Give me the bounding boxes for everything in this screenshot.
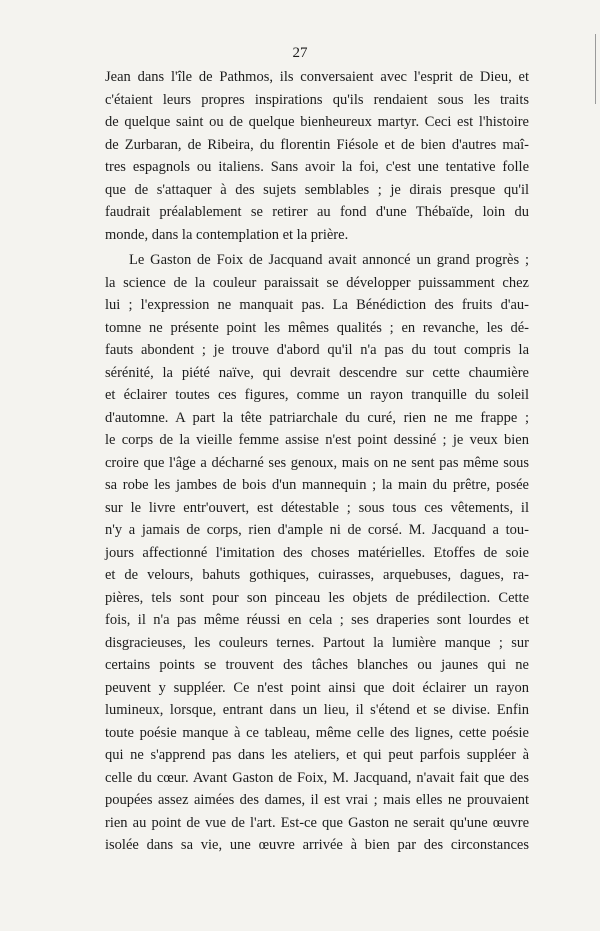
text-line: monde, dans la contemplation et la prière. bbox=[105, 226, 349, 243]
text-line: tres espagnols ou italiens. Sans avoir la foi, c'est une tentative folle bbox=[105, 159, 529, 175]
text-line: croire que l'âge a décharné ses genoux, mais on ne sent pas même sous bbox=[105, 454, 529, 471]
text-line: d'automne. A part la tête patriarchale du curé, rien ne me frappe ; bbox=[105, 409, 529, 426]
text-line: toute poésie manque à ce tableau, même celle des lignes, cette poésie bbox=[105, 724, 529, 741]
text-line: et de velours, bahuts gothiques, cuirasses, arquebuses, dagues, ra- bbox=[105, 567, 529, 583]
text-line: poupées assez aimées des dames, il est vrai ; mais elles ne prouvaient bbox=[105, 792, 529, 808]
text-line: sérénité, la piété naïve, qui devrait descendre sur cette chaumière bbox=[105, 364, 529, 381]
text-line: tomne ne présente point les mêmes qualités ; en revanche, les dé- bbox=[105, 319, 529, 336]
text-line: pières, tels sont pour son pinceau les objets de prédilection. Cette bbox=[105, 589, 529, 606]
page-number: 27 bbox=[292, 45, 308, 61]
text-line: le corps de la vieille femme assise n'est point dessiné ; je veux bien bbox=[105, 432, 529, 448]
paragraph-2 bbox=[105, 249, 529, 857]
text-line: sur le livre entr'ouvert, est détestable ; sous tous ces vêtements, il bbox=[105, 499, 529, 516]
text-line: de quelque saint ou de quelque bienheureux martyr. Ceci est l'histoire bbox=[105, 114, 529, 130]
text-line: disgracieuses, les couleurs ternes. Partout la lumière manque ; sur bbox=[105, 634, 529, 651]
text-line: lumineux, lorsque, entrant dans un lieu, il s'étend et se divise. Enfin bbox=[105, 702, 529, 718]
text-line: lui ; l'expression ne manquait pas. La Bénédiction des fruits d'au- bbox=[105, 297, 529, 313]
text-line: faudrait préalablement se retirer au fond d'une Thébaïde, loin du bbox=[105, 204, 529, 220]
text-line: la science de la couleur paraissait se développer puissamment chez bbox=[105, 274, 529, 291]
text-line: et éclairer toutes ces figures, comme un rayon tranquille du soleil bbox=[105, 387, 529, 403]
text-line: que de s'attaquer à des sujets semblables ; je dirais presque qu'il bbox=[105, 181, 529, 198]
text-line: Jean dans l'île de Pathmos, ils conversaient avec l'esprit de Dieu, et bbox=[105, 69, 529, 85]
text-line: sa robe les jambes de bois d'un mannequin ; la main du prêtre, posée bbox=[105, 477, 529, 493]
text-line: qui ne s'apprend pas dans les ateliers, et qui peut parfois suppléer à bbox=[105, 747, 529, 763]
text-line: fois, il n'a pas même réussi en cela ; ses draperies sont lourdes et bbox=[105, 612, 529, 628]
text-line: rien au point de vue de l'art. Est-ce que Gaston ne serait qu'une œuvre bbox=[105, 814, 529, 831]
text-line: peuvent y suppléer. Ce n'est point ainsi que doit éclairer un rayon bbox=[105, 679, 529, 696]
page-edge-mark bbox=[595, 34, 596, 104]
text-line: n'y a jamais de corps, rien d'ample ni de corsé. M. Jacquand a tou- bbox=[105, 522, 529, 538]
text-line: Le Gaston de Foix de Jacquand avait annoncé un grand progrès ; bbox=[129, 252, 529, 268]
text-line: certains points se trouvent des tâches blanches ou jaunes qui ne bbox=[105, 657, 529, 673]
text-line: celle du cœur. Avant Gaston de Foix, M. Jacquand, n'avait fait que des bbox=[105, 769, 529, 786]
text-line: fauts abondent ; je trouve d'abord qu'il n'a pas du tout compris la bbox=[105, 342, 529, 358]
text-line: isolée dans sa vie, une œuvre arrivée à bien par des circonstances bbox=[105, 837, 529, 853]
text-line: de Zurbaran, de Ribeira, du florentin Fiésole et de bien d'autres maî- bbox=[105, 136, 529, 153]
body-text bbox=[105, 66, 529, 857]
text-line: c'étaient leurs propres inspirations qu'ils rendaient sous les traits bbox=[105, 91, 529, 108]
paragraph-1 bbox=[105, 66, 529, 246]
text-line: jours affectionné l'imitation des choses matérielles. Etoffes de soie bbox=[105, 544, 529, 561]
